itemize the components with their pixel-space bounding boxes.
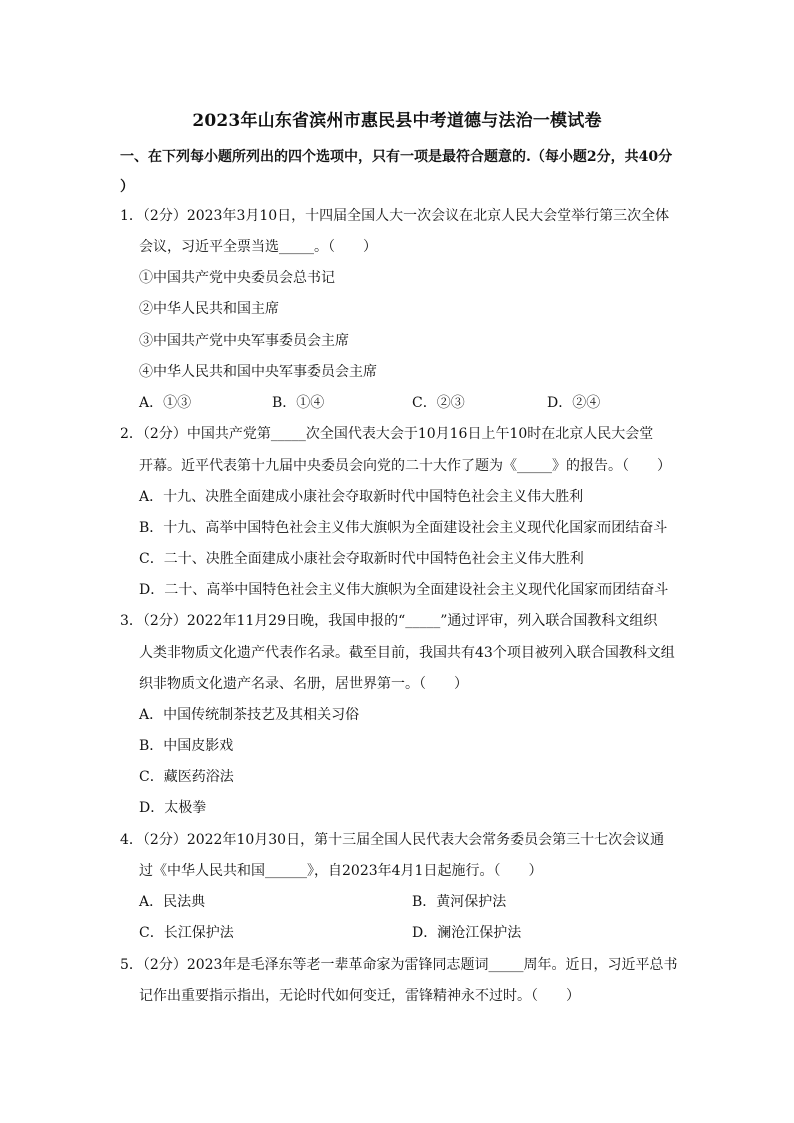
q3-option-d: D．太极拳 bbox=[139, 800, 207, 816]
section-heading-line2: ） bbox=[120, 179, 134, 195]
q1-item-2: ②中华人民共和国主席 bbox=[139, 301, 279, 317]
q1-stem-line2: 会议，习近平全票当选_____。（ ） bbox=[139, 239, 377, 255]
q3-stem-line1: 3．（2分）2022年11月29日晚，我国申报的“_____”通过评审，列入联合国教科文组织 bbox=[120, 613, 658, 629]
q5-stem-line2: 记作出重要指示指出，无论时代如何变迁，雷锋精神永不过时。（ ） bbox=[139, 988, 580, 1004]
section-heading-line1: 一、在下列每小题所列出的四个选项中，只有一项是最符合题意的.（每小题2分，共40分 bbox=[120, 149, 673, 165]
q2-option-a: A．十九、决胜全面建成小康社会夺取新时代中国特色社会主义伟大胜利 bbox=[139, 489, 584, 505]
q2-option-d: D．二十、高举中国特色社会主义伟大旗帜为全面建设社会主义现代化国家而团结奋斗 bbox=[139, 582, 669, 598]
exam-title: 2023年山东省滨州市惠民县中考道德与法治一模试卷 bbox=[192, 111, 602, 131]
q3-stem-line2: 人类非物质文化遗产代表作名录。截至目前，我国共有43个项目被列入联合国教科文组 bbox=[139, 645, 675, 661]
q4-stem-line2: 过《中华人民共和国______》，自2023年4月1日起施行。（ ） bbox=[139, 863, 543, 879]
section-heading bbox=[120, 142, 680, 202]
q1-item-3: ③中国共产党中央军事委员会主席 bbox=[139, 333, 349, 349]
q4-option-d: D．澜沧江保护法 bbox=[412, 925, 522, 941]
q4-option-a: A．民法典 bbox=[139, 894, 206, 910]
q4-stem-line1: 4．（2分）2022年10月30日，第十三届全国人民代表大会常务委员会第三十七次会议通 bbox=[120, 832, 665, 848]
q1-option-c: C．②③ bbox=[412, 395, 465, 411]
q4-option-c: C．长江保护法 bbox=[139, 925, 234, 941]
q1-item-1: ①中国共产党中央委员会总书记 bbox=[139, 270, 335, 286]
q2-stem-line2: 开幕。近平代表第十九届中央委员会向党的二十大作了题为《_____》的报告。（ ） bbox=[139, 458, 671, 474]
q2-stem-line1: 2．（2分）中国共产党第_____次全国代表大会于10月16日上午10时在北京人民大会堂 bbox=[120, 426, 654, 442]
q3-option-b: B．中国皮影戏 bbox=[139, 738, 234, 754]
q2-option-c: C．二十、决胜全面建成小康社会夺取新时代中国特色社会主义伟大胜利 bbox=[139, 551, 584, 567]
q1-option-a: A．①③ bbox=[139, 395, 192, 411]
q1-option-b: B．①④ bbox=[272, 395, 325, 411]
q1-item-4: ④中华人民共和国中央军事委员会主席 bbox=[139, 364, 377, 380]
q3-option-c: C．藏医药浴法 bbox=[139, 769, 234, 785]
q3-stem-line3: 织非物质文化遗产名录、名册，居世界第一。（ ） bbox=[139, 676, 468, 692]
q5-stem-line1: 5．（2分）2023年是毛泽东等老一辈革命家为雷锋同志题词_____周年。近日，习近平总书 bbox=[120, 957, 678, 973]
q2-option-b: B．十九、高举中国特色社会主义伟大旗帜为全面建设社会主义现代化国家而团结奋斗 bbox=[139, 520, 668, 536]
q3-option-a: A．中国传统制茶技艺及其相关习俗 bbox=[139, 707, 360, 723]
q1-stem-line1: 1．（2分）2023年3月10日，十四届全国人大一次会议在北京人民大会堂举行第三次全体 bbox=[120, 208, 670, 224]
q4-option-b: B．黄河保护法 bbox=[412, 894, 507, 910]
q1-option-d: D．②④ bbox=[547, 395, 601, 411]
